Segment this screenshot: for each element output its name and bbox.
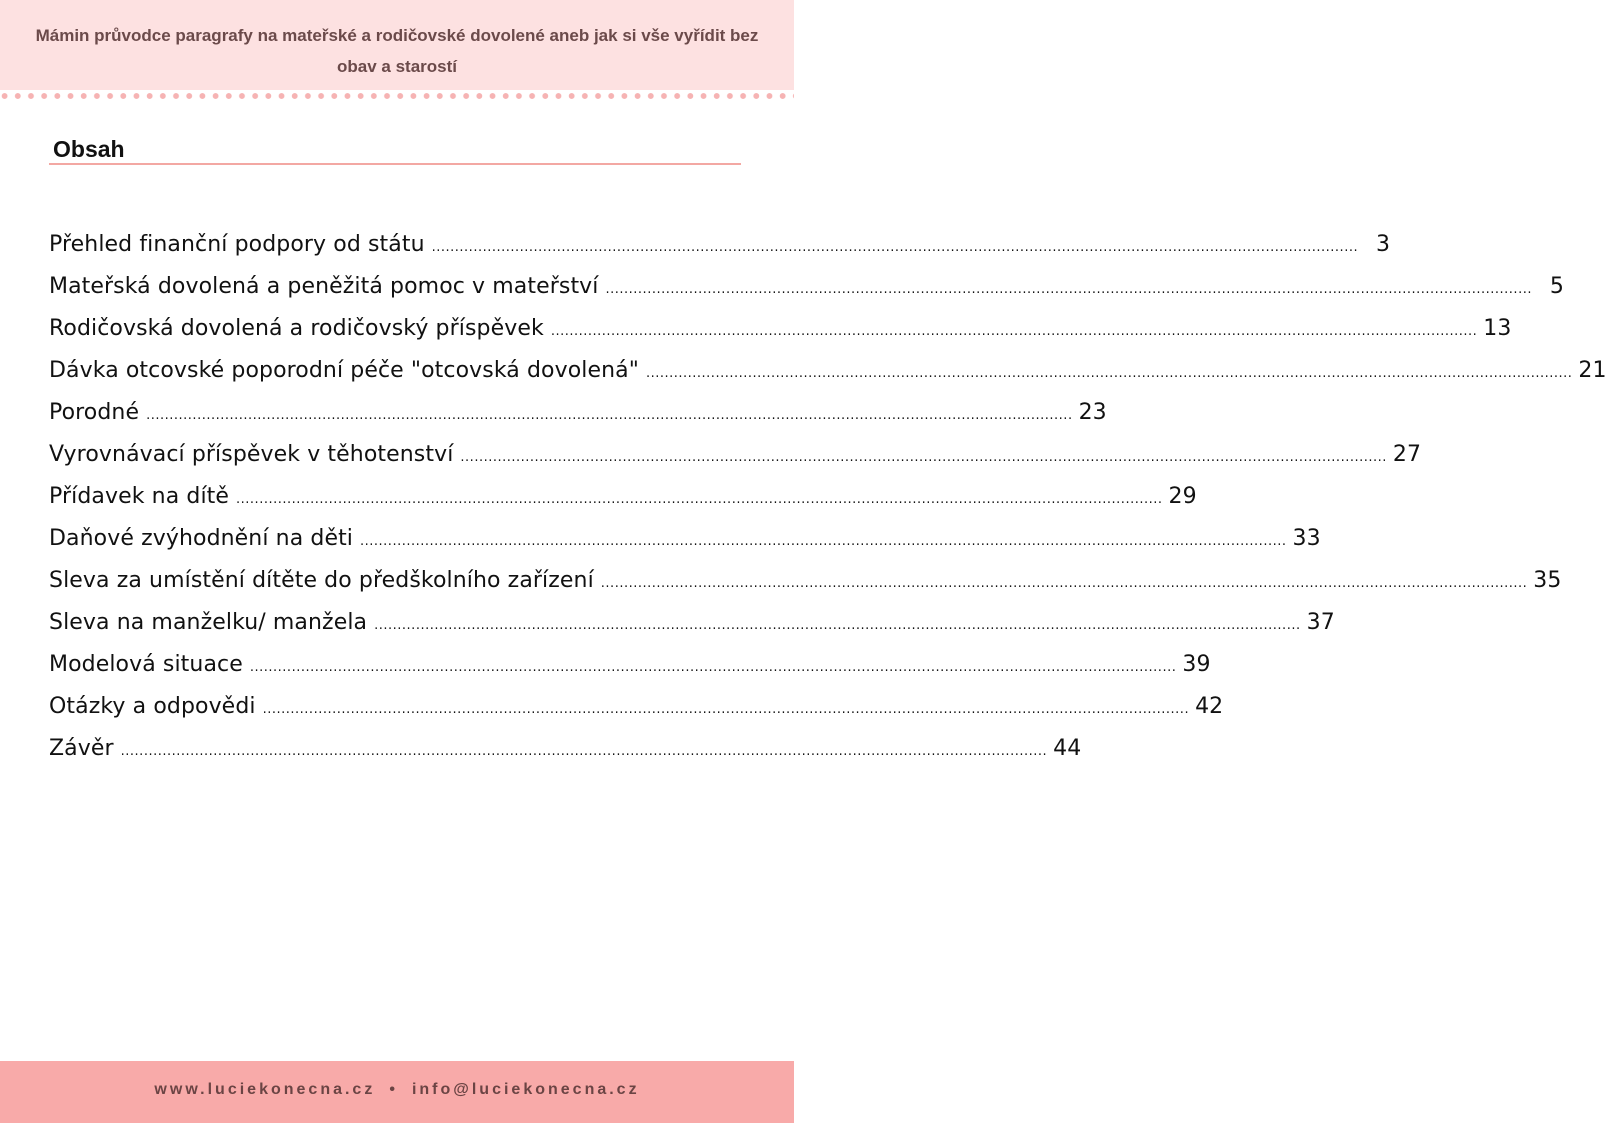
toc-entry-title: Sleva za umístění dítěte do předškolního zařízení (49, 568, 594, 593)
document-title: Mámin průvodce paragrafy na mateřské a rodičovské dovolené aneb jak si vše vyřídit bez obav a starostí (35, 26, 759, 76)
footer-email[interactable]: info@luciekonecna.cz (411, 1081, 640, 1098)
toc-entry-page-number: 21 (1578, 358, 1607, 383)
toc-entry-title: Vyrovnávací příspěvek v těhotenství (49, 442, 454, 467)
toc-entry-page-number: 27 (1392, 442, 1422, 467)
toc-entry-page-number: 42 (1195, 694, 1224, 719)
toc-entry[interactable] (49, 434, 1422, 476)
toc-entry[interactable] (49, 644, 1211, 686)
toc-entry[interactable] (49, 224, 1391, 266)
toc-entry-title: Dávka otcovské poporodní péče "otcovská dovolená" (49, 358, 639, 383)
toc-dot-leader: ........................................................................................................................................................................................................ (249, 660, 1177, 675)
toc-entry-page-number: 13 (1483, 316, 1512, 341)
footer-contact (0, 1081, 794, 1099)
toc-dot-leader: ........................................................................................................................................................................................................ (460, 450, 1387, 465)
toc-entry-title: Porodné (49, 400, 140, 425)
toc-entry[interactable] (49, 476, 1197, 518)
toc-dot-leader: ........................................................................................................................................................................................................ (236, 492, 1163, 507)
toc-entry[interactable] (49, 686, 1224, 728)
toc-entry[interactable] (49, 308, 1512, 350)
toc-entry-title: Mateřská dovolená a peněžitá pomoc v mateřství (49, 274, 599, 299)
toc-entry[interactable] (49, 392, 1107, 434)
toc-heading: Obsah (53, 136, 125, 162)
toc-dot-leader: ........................................................................................................................................................................................................ (645, 366, 1573, 381)
toc-entry-page-number: 23 (1078, 400, 1107, 425)
toc-dot-leader: ........................................................................................................................................................................................................ (600, 576, 1528, 591)
toc-dot-leader: ........................................................................................................................................................................................................ (262, 702, 1190, 717)
toc-entry-title: Přehled finanční podpory od státu (49, 232, 425, 257)
toc-entry-page-number: 37 (1306, 610, 1335, 635)
toc-dot-leader: ........................................................................................................................................................................................................ (550, 324, 1478, 339)
toc-entry-title: Modelová situace (49, 652, 243, 677)
table-of-contents (49, 224, 1607, 770)
toc-entry-title: Rodičovská dovolená a rodičovský příspěvek (49, 316, 544, 341)
toc-dot-leader: ........................................................................................................................................................................................................ (146, 408, 1073, 423)
toc-entry[interactable] (49, 560, 1562, 602)
toc-entry-page-number: 35 (1533, 568, 1562, 593)
toc-entry-page-number: 39 (1182, 652, 1211, 677)
footer-website[interactable]: www.luciekonecna.cz (154, 1081, 376, 1098)
toc-entry[interactable] (49, 350, 1607, 392)
toc-dot-leader: ........................................................................................................................................................................................................ (605, 282, 1532, 297)
page-header (0, 0, 794, 90)
page-footer (0, 1061, 794, 1123)
toc-entry-page-number: 5 (1549, 274, 1564, 299)
toc-dot-leader: ........................................................................................................................................................................................................ (374, 618, 1301, 633)
toc-entry-title: Přídavek na dítě (49, 484, 230, 509)
toc-entry-page-number: 44 (1053, 736, 1082, 761)
toc-dot-leader: ........................................................................................................................................................................................................ (431, 240, 1359, 255)
toc-entry[interactable] (49, 728, 1082, 770)
toc-entry[interactable] (49, 518, 1321, 560)
toc-dot-leader: ........................................................................................................................................................................................................ (360, 534, 1287, 549)
toc-entry[interactable] (49, 602, 1335, 644)
toc-entry-title: Sleva na manželku/ manžela (49, 610, 368, 635)
toc-heading-rule (49, 163, 741, 165)
toc-entry-title: Závěr (49, 736, 114, 761)
toc-entry-title: Otázky a odpovědi (49, 694, 256, 719)
toc-entry-page-number: 3 (1375, 232, 1391, 257)
toc-entry-page-number: 33 (1292, 526, 1321, 551)
toc-entry-page-number: 29 (1168, 484, 1197, 509)
toc-entry-title: Daňové zvýhodnění na děti (49, 526, 354, 551)
footer-separator: • (389, 1081, 398, 1098)
dotted-divider (0, 90, 794, 102)
toc-entry[interactable] (49, 266, 1564, 308)
toc-dot-leader: ........................................................................................................................................................................................................ (120, 744, 1048, 759)
